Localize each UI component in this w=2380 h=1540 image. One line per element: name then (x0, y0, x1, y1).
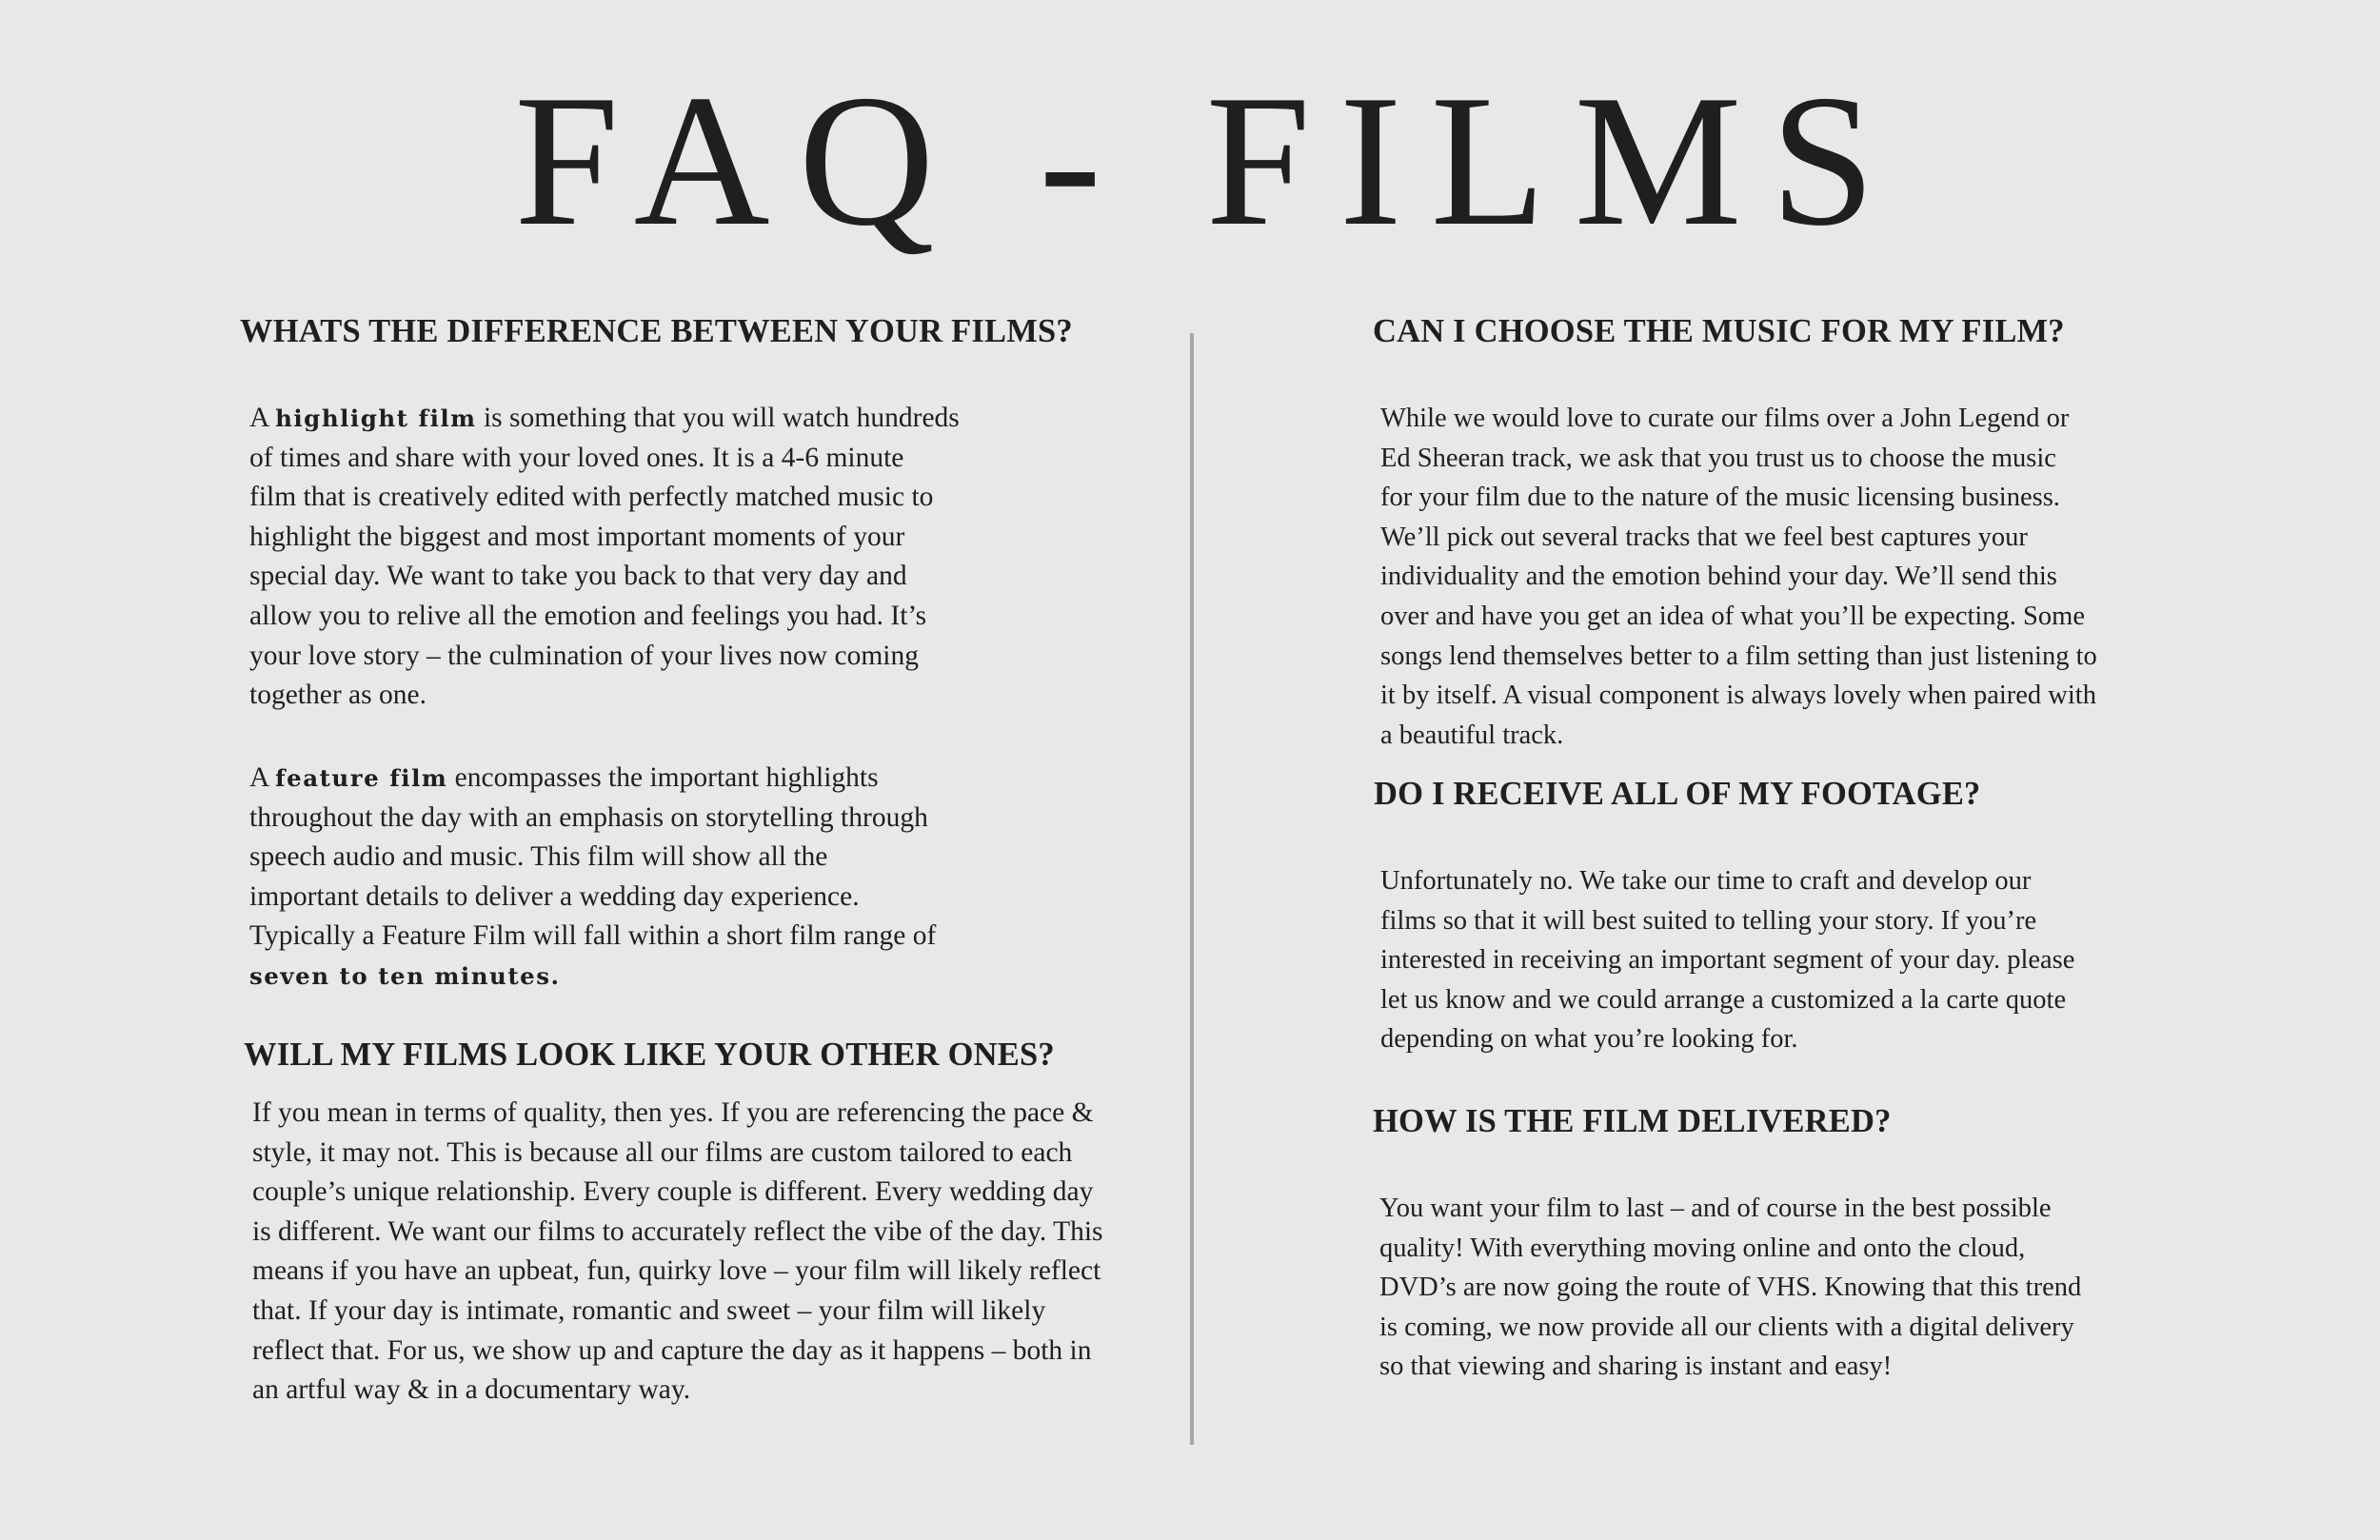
paragraph-line: Ed Sheeran track, we ask that you trust us to choose the music (1380, 443, 2056, 473)
faq-delivery (1373, 1104, 1892, 1140)
faq-answer-highlight (249, 399, 960, 716)
feature-film-term: feature film (275, 764, 448, 792)
paragraph-line: important details to deliver a wedding day experience. (249, 880, 860, 912)
paragraph-line: so that viewing and sharing is instant and easy! (1379, 1352, 1893, 1382)
paragraph-line: it by itself. A visual component is always lovely when paired with (1380, 681, 2096, 711)
paragraph-line: highlight the biggest and most important moments of your (249, 521, 905, 552)
paragraph-line: We’ll pick out several tracks that we feel best captures your (1380, 522, 2028, 552)
paragraph-line (249, 759, 936, 799)
paragraph-line: Unfortunately no. We take our time to craft and develop our (1380, 866, 2032, 896)
faq-look-alike (244, 1037, 1055, 1074)
paragraph-line: While we would love to curate our films over a John Legend or (1380, 404, 2070, 433)
paragraph-line: of times and share with your loved ones. It is a 4-6 minute (249, 442, 904, 473)
paragraph-line: is coming, we now provide all our clients with a digital delivery (1379, 1312, 2074, 1342)
paragraph-line: film that is creatively edited with perfectly matched music to (249, 482, 934, 513)
paragraph-lead: A (249, 762, 276, 793)
faq-question-footage: DO I RECEIVE ALL OF MY FOOTAGE? (1374, 776, 1981, 812)
paragraph-line: speech audio and music. This film will show all the (249, 841, 828, 873)
faq-answer-music (1380, 399, 2097, 755)
paragraph-line: style, it may not. This is because all our films are custom tailored to each (252, 1136, 1073, 1168)
faq-answer-footage (1380, 861, 2074, 1059)
paragraph-line: couple’s unique relationship. Every couple is different. Every wedding day (252, 1176, 1094, 1208)
paragraph-line: means if you have an upbeat, fun, quirky love – your film will likely reflect (252, 1255, 1101, 1287)
paragraph-line: If you mean in terms of quality, then yes. If you are referencing the pace & (252, 1097, 1094, 1128)
paragraph-line: Typically a Feature Film will fall within a short film range of (249, 920, 937, 952)
faq-question-look-alike: WILL MY FILMS LOOK LIKE YOUR OTHER ONES? (244, 1037, 1055, 1073)
faq-answer-feature (249, 759, 936, 997)
paragraph-line: quality! With everything moving online and onto the cloud, (1379, 1233, 2026, 1263)
paragraph-line: that. If your day is intimate, romantic and sweet – your film will likely (252, 1294, 1046, 1326)
paragraph-line: an artful way & in a documentary way. (252, 1374, 691, 1406)
feature-film-paragraph (249, 759, 936, 997)
faq-question-difference: WHATS THE DIFFERENCE BETWEEN YOUR FILMS? (240, 313, 1073, 349)
paragraph-line: together as one. (249, 680, 426, 711)
column-divider (1190, 333, 1194, 1445)
paragraph-line (249, 399, 960, 439)
highlight-film-paragraph (249, 399, 960, 716)
paragraph-line: interested in receiving an important segment of your day. please (1380, 945, 2075, 976)
paragraph-text: is something that you will watch hundreds (476, 403, 960, 433)
paragraph-line: reflect that. For us, we show up and capture the day as it happens – both in (252, 1334, 1092, 1366)
faq-question-music: CAN I CHOOSE THE MUSIC FOR MY FILM? (1373, 313, 2065, 349)
footage-paragraph (1380, 861, 2074, 1059)
faq-answer-delivery (1379, 1189, 2081, 1387)
faq-difference (240, 314, 1073, 350)
paragraph-line: is different. We want our films to accurately reflect the vibe of the day. This (252, 1215, 1103, 1247)
paragraph-line: individuality and the emotion behind your day. We’ll send this (1380, 562, 2057, 592)
paragraph-line: your love story – the culmination of your lives now coming (249, 640, 919, 671)
paragraph-line: films so that it will best suited to telling your story. If you’re (1380, 905, 2037, 936)
paragraph-line: for your film due to the nature of the music licensing business. (1380, 483, 2060, 513)
paragraph-line: You want your film to last – and of course in the best possible (1379, 1194, 2052, 1223)
faq-music (1373, 314, 2065, 350)
feature-film-duration: seven to ten minutes. (249, 961, 561, 990)
faq-question-delivery: HOW IS THE FILM DELIVERED? (1373, 1103, 1892, 1139)
highlight-film-term: highlight film (275, 405, 477, 432)
paragraph-line: over and have you get an idea of what you’ll be expecting. Some (1380, 601, 2085, 631)
paragraph-text: encompasses the important highlights (447, 762, 879, 793)
page-title: FAQ - FILMS (514, 56, 1904, 265)
look-alike-paragraph (252, 1094, 1103, 1411)
paragraph-line: throughout the day with an emphasis on storytelling through (249, 801, 928, 833)
paragraph-line: songs lend themselves better to a film setting than just listening to (1380, 641, 2097, 671)
paragraph-line: DVD’s are now going the route of VHS. Knowing that this trend (1379, 1273, 2082, 1303)
faq-answer-look-alike (252, 1094, 1103, 1411)
paragraph-line: let us know and we could arrange a customized a la carte quote (1380, 984, 2067, 1015)
faq-footage (1374, 777, 1981, 813)
paragraph-lead: A (249, 403, 276, 433)
paragraph-line: allow you to relive all the emotion and feelings you had. It’s (249, 600, 927, 631)
paragraph-line: special day. We want to take you back to that very day and (249, 561, 907, 592)
delivery-paragraph (1379, 1189, 2081, 1387)
paragraph-line: a beautiful track. (1380, 720, 1564, 750)
music-paragraph (1380, 399, 2097, 755)
paragraph-line: depending on what you’re looking for. (1380, 1024, 1798, 1055)
